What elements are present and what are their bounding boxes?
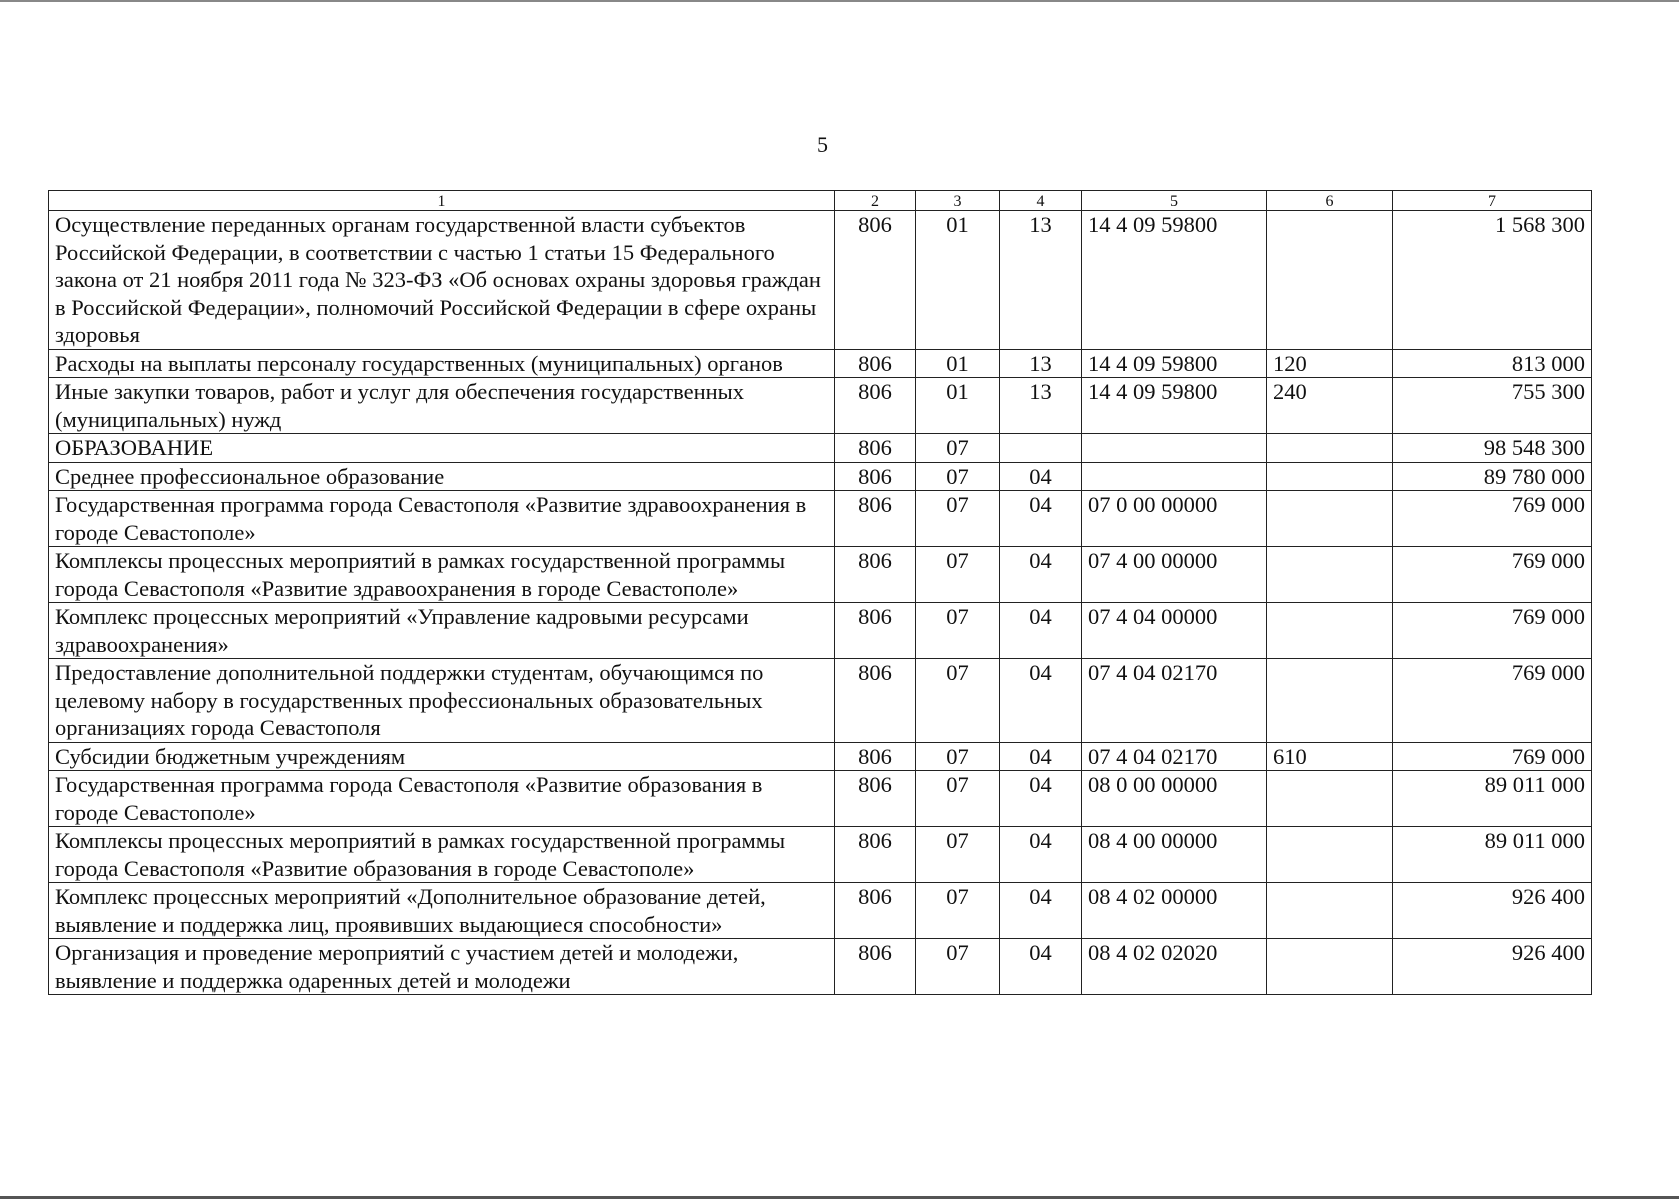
cell-expense-type bbox=[1267, 211, 1393, 350]
header-cell: 5 bbox=[1082, 191, 1267, 211]
table-row bbox=[49, 603, 1592, 659]
header-cell: 3 bbox=[916, 191, 1000, 211]
cell-expense-type bbox=[1267, 603, 1393, 659]
cell-target-article: 14 4 09 59800 bbox=[1082, 378, 1267, 434]
table-row bbox=[49, 434, 1592, 463]
cell-ministry-code: 806 bbox=[835, 349, 916, 378]
row-description: Государственная программа города Севастополя «Развитие здравоохранения в городе Севастополе» bbox=[49, 491, 835, 547]
cell-amount: 769 000 bbox=[1393, 547, 1592, 603]
cell-ministry-code: 806 bbox=[835, 462, 916, 491]
row-description: Комплекс процессных мероприятий «Управление кадровыми ресурсами здравоохранения» bbox=[49, 603, 835, 659]
header-cell: 7 bbox=[1393, 191, 1592, 211]
cell-section: 07 bbox=[916, 659, 1000, 743]
cell-target-article: 14 4 09 59800 bbox=[1082, 349, 1267, 378]
cell-subsection: 04 bbox=[1000, 491, 1082, 547]
cell-amount: 98 548 300 bbox=[1393, 434, 1592, 463]
cell-expense-type: 240 bbox=[1267, 378, 1393, 434]
cell-ministry-code: 806 bbox=[835, 742, 916, 771]
cell-target-article: 07 4 00 00000 bbox=[1082, 547, 1267, 603]
cell-subsection: 13 bbox=[1000, 211, 1082, 350]
cell-expense-type: 120 bbox=[1267, 349, 1393, 378]
row-description: Комплексы процессных мероприятий в рамках государственной программы города Севастополя «Развитие образования в городе Севастополе» bbox=[49, 827, 835, 883]
cell-subsection: 04 bbox=[1000, 939, 1082, 995]
table-row bbox=[49, 349, 1592, 378]
cell-expense-type bbox=[1267, 462, 1393, 491]
cell-target-article: 08 4 00 00000 bbox=[1082, 827, 1267, 883]
cell-subsection: 04 bbox=[1000, 827, 1082, 883]
cell-section: 07 bbox=[916, 827, 1000, 883]
cell-subsection: 04 bbox=[1000, 603, 1082, 659]
cell-subsection: 04 bbox=[1000, 547, 1082, 603]
cell-target-article: 08 4 02 02020 bbox=[1082, 939, 1267, 995]
cell-section: 07 bbox=[916, 742, 1000, 771]
cell-amount: 755 300 bbox=[1393, 378, 1592, 434]
budget-table bbox=[48, 190, 1592, 995]
cell-target-article: 08 0 00 00000 bbox=[1082, 771, 1267, 827]
cell-expense-type bbox=[1267, 491, 1393, 547]
cell-amount: 926 400 bbox=[1393, 883, 1592, 939]
table-row bbox=[49, 378, 1592, 434]
cell-target-article bbox=[1082, 434, 1267, 463]
cell-target-article: 07 0 00 00000 bbox=[1082, 491, 1267, 547]
cell-subsection: 13 bbox=[1000, 349, 1082, 378]
cell-amount: 89 780 000 bbox=[1393, 462, 1592, 491]
table-row bbox=[49, 742, 1592, 771]
table-row bbox=[49, 462, 1592, 491]
cell-expense-type bbox=[1267, 434, 1393, 463]
table-row bbox=[49, 659, 1592, 743]
scan-edge-bottom bbox=[0, 1196, 1679, 1199]
cell-ministry-code: 806 bbox=[835, 211, 916, 350]
cell-target-article: 07 4 04 02170 bbox=[1082, 659, 1267, 743]
scan-edge-top bbox=[0, 0, 1679, 2]
table-row bbox=[49, 491, 1592, 547]
cell-section: 07 bbox=[916, 603, 1000, 659]
table-row bbox=[49, 939, 1592, 995]
table-row bbox=[49, 827, 1592, 883]
cell-target-article bbox=[1082, 462, 1267, 491]
cell-subsection: 04 bbox=[1000, 659, 1082, 743]
header-cell: 4 bbox=[1000, 191, 1082, 211]
cell-section: 01 bbox=[916, 378, 1000, 434]
cell-expense-type bbox=[1267, 547, 1393, 603]
cell-subsection: 04 bbox=[1000, 462, 1082, 491]
cell-section: 07 bbox=[916, 939, 1000, 995]
cell-target-article: 08 4 02 00000 bbox=[1082, 883, 1267, 939]
cell-section: 07 bbox=[916, 883, 1000, 939]
cell-amount: 89 011 000 bbox=[1393, 771, 1592, 827]
row-description: Государственная программа города Севастополя «Развитие образования в городе Севастополе» bbox=[49, 771, 835, 827]
cell-amount: 89 011 000 bbox=[1393, 827, 1592, 883]
cell-target-article: 07 4 04 02170 bbox=[1082, 742, 1267, 771]
row-description: Комплекс процессных мероприятий «Дополнительное образование детей, выявление и поддержка лиц, проявивших выдающиеся способности» bbox=[49, 883, 835, 939]
row-description: Осуществление переданных органам государственной власти субъектов Российской Федерации, в соответствии с частью 1 статьи 15 Федерального закона от 21 ноября 2011 года № 323-ФЗ «Об основах охраны здоровья граждан в Российской Федерации», полномочий Российской Федерации в сфере охраны здоровья bbox=[49, 211, 835, 350]
header-cell: 1 bbox=[49, 191, 835, 211]
cell-amount: 769 000 bbox=[1393, 742, 1592, 771]
cell-amount: 813 000 bbox=[1393, 349, 1592, 378]
cell-subsection: 04 bbox=[1000, 742, 1082, 771]
cell-expense-type bbox=[1267, 939, 1393, 995]
cell-subsection bbox=[1000, 434, 1082, 463]
table-row bbox=[49, 883, 1592, 939]
cell-amount: 769 000 bbox=[1393, 491, 1592, 547]
row-description: Иные закупки товаров, работ и услуг для обеспечения государственных (муниципальных) нужд bbox=[49, 378, 835, 434]
cell-amount: 769 000 bbox=[1393, 659, 1592, 743]
cell-section: 07 bbox=[916, 434, 1000, 463]
row-description: Расходы на выплаты персоналу государственных (муниципальных) органов bbox=[49, 349, 835, 378]
cell-ministry-code: 806 bbox=[835, 547, 916, 603]
header-cell: 2 bbox=[835, 191, 916, 211]
cell-expense-type bbox=[1267, 659, 1393, 743]
header-cell: 6 bbox=[1267, 191, 1393, 211]
cell-section: 07 bbox=[916, 547, 1000, 603]
row-description: Комплексы процессных мероприятий в рамках государственной программы города Севастополя «Развитие здравоохранения в городе Севастополе» bbox=[49, 547, 835, 603]
cell-section: 07 bbox=[916, 491, 1000, 547]
cell-target-article: 14 4 09 59800 bbox=[1082, 211, 1267, 350]
cell-section: 07 bbox=[916, 462, 1000, 491]
cell-subsection: 04 bbox=[1000, 771, 1082, 827]
cell-amount: 1 568 300 bbox=[1393, 211, 1592, 350]
cell-ministry-code: 806 bbox=[835, 434, 916, 463]
cell-ministry-code: 806 bbox=[835, 659, 916, 743]
page-number: 5 bbox=[817, 132, 828, 157]
cell-ministry-code: 806 bbox=[835, 939, 916, 995]
cell-subsection: 04 bbox=[1000, 883, 1082, 939]
cell-ministry-code: 806 bbox=[835, 491, 916, 547]
cell-ministry-code: 806 bbox=[835, 771, 916, 827]
cell-amount: 769 000 bbox=[1393, 603, 1592, 659]
cell-amount: 926 400 bbox=[1393, 939, 1592, 995]
cell-ministry-code: 806 bbox=[835, 883, 916, 939]
table-row bbox=[49, 771, 1592, 827]
cell-section: 01 bbox=[916, 349, 1000, 378]
cell-ministry-code: 806 bbox=[835, 378, 916, 434]
cell-ministry-code: 806 bbox=[835, 827, 916, 883]
cell-expense-type bbox=[1267, 883, 1393, 939]
table-row bbox=[49, 547, 1592, 603]
cell-expense-type bbox=[1267, 771, 1393, 827]
table-row bbox=[49, 211, 1592, 350]
cell-ministry-code: 806 bbox=[835, 603, 916, 659]
cell-target-article: 07 4 04 00000 bbox=[1082, 603, 1267, 659]
row-description: Среднее профессиональное образование bbox=[49, 462, 835, 491]
cell-section: 07 bbox=[916, 771, 1000, 827]
cell-subsection: 13 bbox=[1000, 378, 1082, 434]
cell-expense-type: 610 bbox=[1267, 742, 1393, 771]
row-description: ОБРАЗОВАНИЕ bbox=[49, 434, 835, 463]
row-description: Предоставление дополнительной поддержки студентам, обучающимся по целевому набору в государственных профессиональных образовательных организациях города Севастополя bbox=[49, 659, 835, 743]
cell-section: 01 bbox=[916, 211, 1000, 350]
cell-expense-type bbox=[1267, 827, 1393, 883]
row-description: Организация и проведение мероприятий с участием детей и молодежи, выявление и поддержка одаренных детей и молодежи bbox=[49, 939, 835, 995]
header-row bbox=[49, 191, 1592, 211]
row-description: Субсидии бюджетным учреждениям bbox=[49, 742, 835, 771]
